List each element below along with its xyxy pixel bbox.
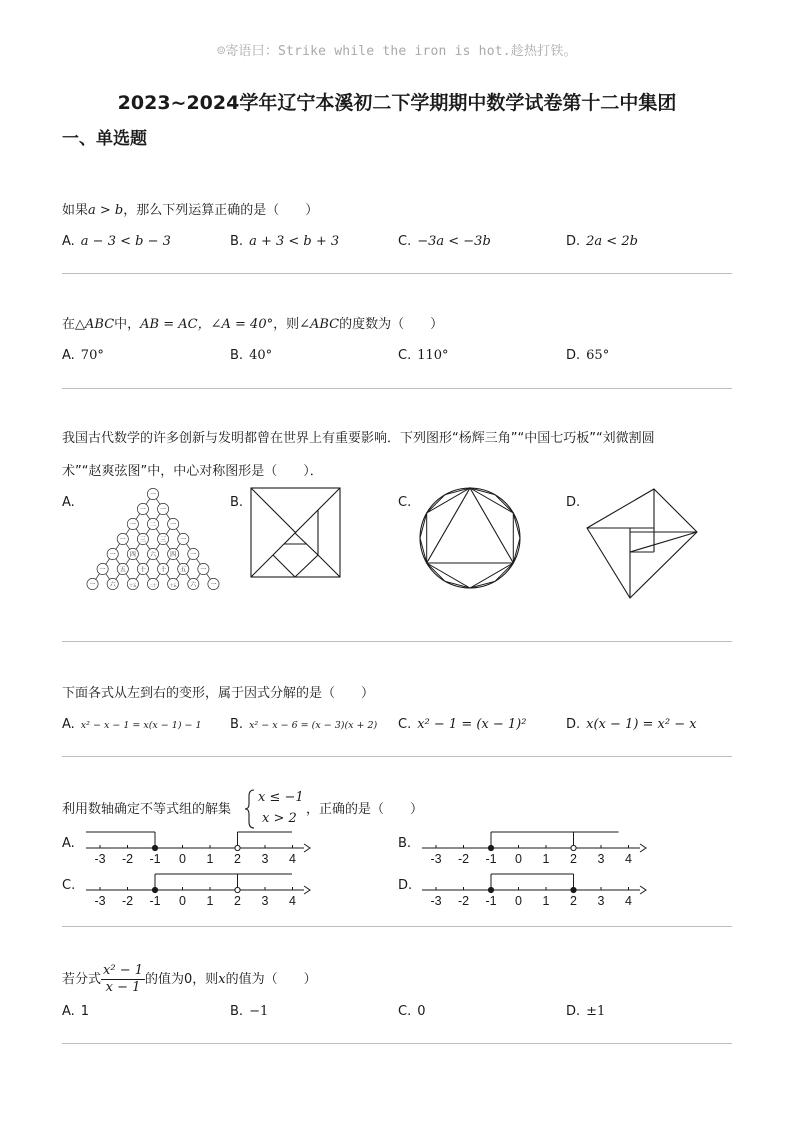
triangle-node-label: 一 bbox=[180, 537, 187, 544]
axis-tick-label: -1 bbox=[149, 894, 161, 908]
question-divider bbox=[62, 388, 732, 389]
question-divider bbox=[62, 1043, 732, 1044]
open-endpoint bbox=[235, 887, 240, 892]
option-text: x² − x − 1 = x(x − 1) − 1 bbox=[80, 720, 202, 731]
triangle-node-label: 一 bbox=[99, 567, 106, 574]
option-label: D. bbox=[566, 348, 581, 363]
option-text: 110° bbox=[417, 348, 449, 363]
q1-option-d[interactable] bbox=[566, 234, 638, 249]
question-1-stem bbox=[62, 201, 318, 221]
system-inequality-1: x ≤ −1 bbox=[258, 790, 304, 805]
question-divider bbox=[62, 756, 732, 757]
triangle-node-label: 二十 bbox=[149, 583, 157, 588]
triangle-node-label: 一 bbox=[129, 522, 136, 529]
question-divider bbox=[62, 273, 732, 274]
triangle-node-label: 一 bbox=[190, 552, 197, 559]
question-4-stem: 下面各式从左到右的变形，属于因式分解的是（ ） bbox=[62, 686, 375, 701]
section-heading: 一、单选题 bbox=[62, 129, 147, 149]
option-label: A. bbox=[62, 495, 75, 510]
option-label: B. bbox=[230, 495, 244, 510]
axis-tick-label: 1 bbox=[206, 894, 214, 908]
option-text: a − 3 < b − 3 bbox=[80, 234, 171, 249]
triangle-node-label: 一 bbox=[139, 507, 146, 514]
triangle-node-label: 一 bbox=[109, 552, 116, 559]
endpoint bbox=[488, 887, 493, 892]
endpoint bbox=[488, 845, 493, 850]
axis-arrow bbox=[304, 886, 310, 894]
page-title: 2023~2024学年辽宁本溪初二下学期期中数学试卷第十二中集团 bbox=[117, 92, 677, 114]
q2-option-a[interactable] bbox=[62, 348, 104, 363]
option-label: D. bbox=[566, 1004, 581, 1019]
q5-option-b[interactable] bbox=[398, 836, 411, 851]
axis-tick-label: 3 bbox=[261, 852, 269, 866]
triangle-node-label: 三 bbox=[160, 537, 167, 544]
q1-stem-post: ，那么下列运算正确的是（ ） bbox=[123, 203, 319, 218]
q1-stem-pre: 如果 bbox=[62, 203, 89, 218]
q4-option-b[interactable] bbox=[230, 717, 377, 732]
option-text: x(x − 1) = x² − x bbox=[586, 717, 697, 732]
q3-option-b[interactable] bbox=[230, 495, 243, 510]
q6-option-b[interactable] bbox=[230, 1004, 268, 1019]
q1-option-a[interactable] bbox=[62, 234, 171, 249]
option-label: B. bbox=[230, 1004, 244, 1019]
axis-tick-label: -2 bbox=[457, 894, 470, 908]
axis-tick-label: 3 bbox=[261, 894, 269, 908]
axis-tick-label: 3 bbox=[597, 852, 605, 866]
tangram-line bbox=[251, 488, 296, 533]
question-5-stem bbox=[62, 800, 231, 820]
option-text: 2a < 2b bbox=[586, 234, 638, 249]
axis-tick-label: -1 bbox=[485, 852, 497, 866]
inscribed-hexagon bbox=[427, 488, 514, 588]
axis-tick-label: 4 bbox=[625, 852, 632, 866]
triangle-node-label: 十五 bbox=[129, 583, 137, 588]
liu-hui-circle-division-figure bbox=[418, 486, 522, 590]
axis-arrow bbox=[304, 844, 310, 852]
q1-stem-math: a > b bbox=[88, 203, 124, 218]
tangram-line bbox=[251, 555, 273, 577]
tangram-line bbox=[273, 555, 295, 577]
q2-stem-math: ∠ABC bbox=[299, 317, 340, 332]
fraction-numerator: x² − 1 bbox=[103, 963, 143, 978]
axis-tick-label: 1 bbox=[542, 852, 550, 866]
axis-tick-label: -2 bbox=[121, 852, 134, 866]
axis-tick-label: 2 bbox=[234, 852, 241, 866]
tangram-line bbox=[318, 555, 340, 577]
triangle-node-label: 十五 bbox=[169, 583, 177, 588]
q2-stem-mid: ，则 bbox=[273, 317, 300, 332]
triangle-node-label: 一 bbox=[149, 492, 157, 499]
axis-tick-label: 0 bbox=[515, 852, 522, 866]
triangle-node-label: 一 bbox=[170, 522, 177, 529]
axis-tick-label: 1 bbox=[206, 852, 214, 866]
q2-option-d[interactable] bbox=[566, 348, 609, 363]
axis-tick-label: 3 bbox=[597, 894, 605, 908]
q6-option-a[interactable] bbox=[62, 1004, 89, 1019]
axis-tick-label: 2 bbox=[570, 852, 577, 866]
question-divider bbox=[62, 926, 732, 927]
option-label: C. bbox=[398, 495, 412, 510]
q4-option-c[interactable] bbox=[398, 717, 526, 732]
triangle-node-label: 一 bbox=[89, 582, 96, 589]
system-inequality-2: x > 2 bbox=[262, 811, 297, 826]
axis-tick-label: 4 bbox=[289, 894, 296, 908]
axis-tick-label: 2 bbox=[234, 894, 241, 908]
q2-stem-post: 的度数为（ ） bbox=[339, 317, 444, 332]
q1-option-b[interactable] bbox=[230, 234, 339, 249]
q3-option-a[interactable] bbox=[62, 495, 75, 510]
system-brace bbox=[244, 788, 256, 830]
triangle-node-label: 一 bbox=[160, 507, 167, 514]
closed-endpoint bbox=[152, 887, 157, 892]
axis-tick-label: -3 bbox=[430, 852, 442, 866]
axis-tick-label: -2 bbox=[121, 894, 134, 908]
option-label: C. bbox=[62, 878, 76, 893]
option-label: B. bbox=[230, 348, 244, 363]
tangram-line bbox=[273, 488, 340, 555]
option-text: 40° bbox=[249, 348, 273, 363]
axis-tick-label: 4 bbox=[625, 894, 632, 908]
axis-tick-label: 0 bbox=[515, 894, 522, 908]
q6-stem-mid: 的值为0，则 bbox=[145, 972, 219, 987]
q6-option-d[interactable] bbox=[566, 1004, 605, 1019]
axis-tick-label: -3 bbox=[94, 852, 106, 866]
question-2-stem bbox=[62, 315, 443, 335]
option-label: D. bbox=[566, 717, 581, 732]
q4-option-d[interactable] bbox=[566, 717, 697, 732]
axis-tick-label: 0 bbox=[179, 852, 186, 866]
triangle-node-label: 六 bbox=[190, 582, 197, 589]
axis-tick-label: 1 bbox=[542, 894, 550, 908]
triangle-node-label: 一 bbox=[119, 537, 126, 544]
q5-stem-post: ，正确的是（ ） bbox=[306, 802, 424, 817]
endpoint bbox=[571, 845, 576, 850]
question-divider bbox=[62, 641, 732, 642]
option-text: a + 3 < b + 3 bbox=[249, 234, 340, 249]
option-text: −3a < −3b bbox=[417, 234, 491, 249]
fraction-denominator: x − 1 bbox=[105, 980, 141, 995]
option-label: C. bbox=[398, 234, 412, 249]
triangle-node-label: 一 bbox=[210, 582, 217, 589]
q5-option-a[interactable] bbox=[62, 836, 75, 851]
option-text: 70° bbox=[80, 348, 104, 363]
inscribed-triangle bbox=[427, 488, 514, 563]
triangle-node-label: 二 bbox=[149, 522, 157, 529]
triangle-node-label: 一 bbox=[200, 567, 207, 574]
endpoint bbox=[571, 887, 576, 892]
q1-option-c[interactable] bbox=[398, 234, 491, 249]
option-text: 1 bbox=[80, 1004, 90, 1019]
open-endpoint bbox=[235, 845, 240, 850]
axis-tick-label: 2 bbox=[570, 894, 577, 908]
option-label: D. bbox=[398, 878, 413, 893]
option-label: A. bbox=[62, 234, 75, 249]
triangle-node-label: 四 bbox=[129, 552, 136, 559]
option-label: C. bbox=[398, 717, 412, 732]
number-line-a bbox=[80, 828, 320, 868]
triangle-node-label: 五 bbox=[119, 567, 126, 574]
number-line-c bbox=[80, 870, 320, 910]
question-3-stem-line2: 术”“赵爽弦图”中，中心对称图形是（ ）． bbox=[62, 464, 323, 479]
q5-option-c[interactable] bbox=[62, 878, 75, 893]
option-label: A. bbox=[62, 717, 75, 732]
triangle-node-label: 十 bbox=[139, 567, 146, 574]
q6-stem-pre: 若分式 bbox=[62, 972, 102, 987]
axis-tick-label: -1 bbox=[485, 894, 497, 908]
q2-stem-math: AB = AC，∠A = 40° bbox=[140, 317, 274, 332]
q6-option-c[interactable] bbox=[398, 1004, 426, 1019]
option-text: −1 bbox=[249, 1004, 269, 1019]
tangram-figure bbox=[250, 487, 342, 579]
yang-hui-triangle-figure bbox=[78, 486, 228, 598]
q3-option-d[interactable] bbox=[566, 495, 580, 510]
fraction bbox=[101, 963, 145, 996]
q6-stem-var: x bbox=[218, 972, 226, 987]
option-text: 0 bbox=[417, 1004, 426, 1019]
axis-tick-label: -3 bbox=[94, 894, 106, 908]
option-label: C. bbox=[398, 348, 412, 363]
q2-option-c[interactable] bbox=[398, 348, 449, 363]
q5-stem-pre: 利用数轴确定不等式组的解集 bbox=[62, 802, 232, 817]
option-label: D. bbox=[566, 234, 581, 249]
q4-option-a[interactable] bbox=[62, 717, 202, 732]
option-label: A. bbox=[62, 348, 75, 363]
option-label: C. bbox=[398, 1004, 412, 1019]
triangle-node-label: 六 bbox=[149, 552, 157, 559]
option-text: x² − x − 6 = (x − 3)(x + 2) bbox=[249, 720, 378, 731]
option-label: A. bbox=[62, 1004, 75, 1019]
axis-tick-label: -1 bbox=[149, 852, 161, 866]
zhao-shuang-string-figure bbox=[584, 486, 700, 600]
axis-arrow bbox=[640, 886, 646, 894]
option-text: 65° bbox=[586, 348, 610, 363]
q2-stem-pre: 在 bbox=[62, 317, 76, 332]
option-label: B. bbox=[230, 234, 244, 249]
option-text: ±1 bbox=[586, 1004, 606, 1019]
triangle-node-label: 十 bbox=[160, 567, 167, 574]
closed-endpoint bbox=[152, 845, 157, 850]
q6-stem-post: 的值为（ ） bbox=[225, 972, 317, 987]
q2-stem-math: △ABC bbox=[75, 317, 115, 332]
q3-option-c[interactable] bbox=[398, 495, 411, 510]
number-line-b bbox=[416, 828, 656, 868]
axis-arrow bbox=[640, 844, 646, 852]
number-line-d bbox=[416, 870, 656, 910]
triangle-node-label: 四 bbox=[170, 552, 177, 559]
axis-tick-label: 4 bbox=[289, 852, 296, 866]
option-label: A. bbox=[62, 836, 75, 851]
option-label: D. bbox=[566, 495, 581, 510]
axis-tick-label: 0 bbox=[179, 894, 186, 908]
tangram-line bbox=[295, 555, 318, 577]
q2-stem-mid: 中， bbox=[114, 317, 141, 332]
q5-option-d[interactable] bbox=[398, 878, 412, 893]
axis-tick-label: -2 bbox=[457, 852, 470, 866]
triangle-node-label: 三 bbox=[139, 537, 146, 544]
axis-tick-label: -3 bbox=[430, 894, 442, 908]
motto-header: ☺寄语曰：Strike while the iron is hot.趁热打铁。 bbox=[217, 44, 577, 59]
q2-option-b[interactable] bbox=[230, 348, 272, 363]
option-label: B. bbox=[230, 717, 244, 732]
option-text: x² − 1 = (x − 1)² bbox=[417, 717, 527, 732]
question-6-stem bbox=[62, 962, 317, 998]
question-3-stem-line1: 我国古代数学的许多创新与发明都曾在世界上有重要影响．下列图形“杨辉三角”“中国七巧板”“刘微割圆 bbox=[62, 431, 655, 446]
option-label: B. bbox=[398, 836, 412, 851]
outer-square bbox=[587, 489, 697, 598]
triangle-node-label: 五 bbox=[180, 567, 187, 574]
triangle-node-label: 六 bbox=[109, 582, 116, 589]
circle bbox=[420, 488, 520, 588]
